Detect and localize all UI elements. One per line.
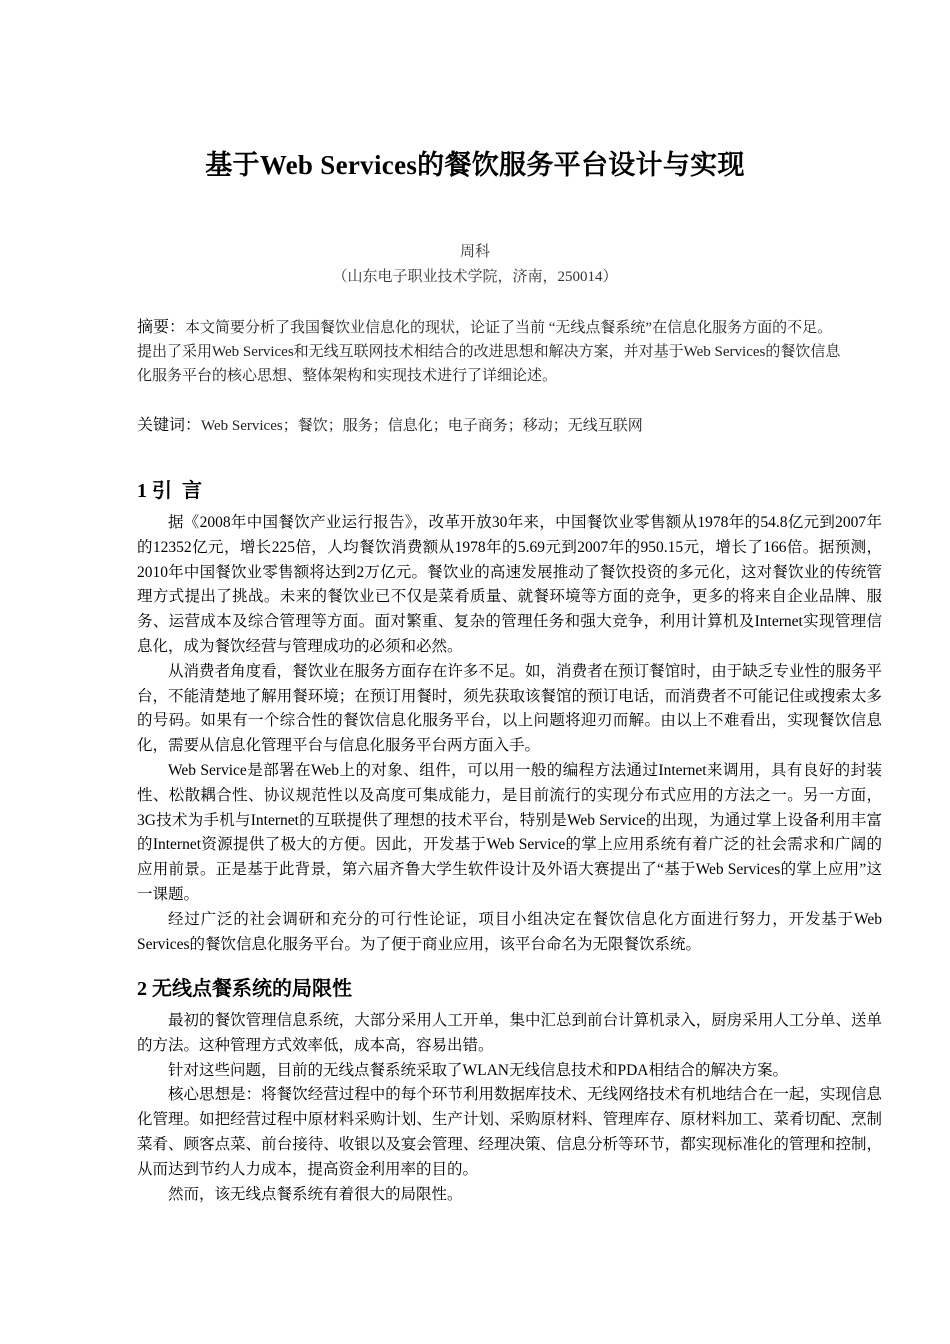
keywords-label: 关键词：	[137, 417, 202, 434]
abstract-text: 本文简要分析了我国餐饮业信息化的现状，论证了当前 “无线点餐系统”在信息化服务方面的不足。提出了采用Web Services和无线互联网技术相结合的改进思想和解决方案，并对基于Web Services的餐饮信息化服务平台的核心思想、整体架构和实现技术进行了详细论述。	[137, 320, 841, 384]
keywords	[137, 414, 847, 438]
author-affiliation: （山东电子职业技术学院，济南，250014）	[332, 269, 618, 285]
paragraph: 从消费者角度看，餐饮业在服务方面存在许多不足。如，消费者在预订餐馆时，由于缺乏专业性的服务平台，不能清楚地了解用餐环境；在预订用餐时，须先获取该餐馆的预订电话，而消费者不可能记住或搜索太多的号码。如果有一个综合性的餐饮信息化服务平台，以上问题将迎刃而解。由以上不难看出，实现餐饮信息化，需要从信息化管理平台与信息化服务平台两方面入手。	[137, 662, 882, 755]
abstract-label: 摘要：	[137, 319, 186, 336]
section-heading-limitations: 2 无线点餐系统的局限性	[137, 978, 352, 1000]
section-body-limitations	[137, 1009, 882, 1207]
section-body-introduction	[137, 511, 882, 957]
paper-title: 基于Web Services的餐饮服务平台设计与实现	[205, 150, 745, 180]
abstract	[137, 316, 847, 388]
paragraph: Web Service是部署在Web上的对象、组件，可以用一般的编程方法通过Internet来调用，具有良好的封装性、松散耦合性、协议规范性以及高度可集成能力，是目前流行的实现分布式应用的方法之一。另一方面，3G技术为手机与Internet的互联提供了理想的技术平台，特别是Web Service的出现，为通过掌上设备利用丰富的Internet资源提供了极大的方便。因此，开发基于Web Service的掌上应用系统有着广泛的社会需求和广阔的应用前景。正是基于此背景，第六届齐鲁大学生软件设计及外语大赛提出了“基于Web Services的掌上应用”这一课题。	[137, 761, 882, 903]
keywords-text: Web Services；餐饮；服务；信息化；电子商务；移动；无线互联网	[201, 418, 643, 434]
author-name: 周科	[459, 244, 490, 260]
section-heading-introduction: 1 引 言	[137, 480, 202, 502]
paragraph: 核心思想是：将餐饮经营过程中的每个环节利用数据库技术、无线网络技术有机地结合在一起，实现信息化管理。如把经营过程中原材料采购计划、生产计划、采购原材料、管理库存、原材料加工、菜肴切配、烹制菜肴、顾客点菜、前台接待、收银以及宴会管理、经理决策、信息分析等环节，都实现标准化的管理和控制，从而达到节约人力成本，提高资金利用率的目的。	[137, 1086, 882, 1178]
paragraph: 针对这些问题，目前的无线点餐系统采取了WLAN无线信息技术和PDA相结合的解决方案。	[168, 1061, 788, 1079]
paragraph: 经过广泛的社会调研和充分的可行性论证，项目小组决定在餐饮信息化方面进行努力，开发基于Web Services的餐饮信息化服务平台。为了便于商业应用，该平台命名为无限餐饮系统。	[137, 910, 882, 953]
paragraph: 最初的餐饮管理信息系统，大部分采用人工开单，集中汇总到前台计算机录入，厨房采用人工分单、送单的方法。这种管理方式效率低，成本高，容易出错。	[137, 1012, 882, 1054]
paragraph: 据《2008年中国餐饮产业运行报告》，改革开放30年来，中国餐饮业零售额从1978年的54.8亿元到2007年的12352亿元，增长225倍，人均餐饮消费额从1978年的5.69元到2007年的950.15元，增长了166倍。据预测，2010年中国餐饮业零售额将达到2万亿元。餐饮业的高速发展推动了餐饮投资的多元化，这对餐饮业的传统管理方式提出了挑战。未来的餐饮业已不仅是菜肴质量、就餐环境等方面的竞争，更多的将来自企业品牌、服务、运营成本及综合管理等方面。面对繁重、复杂的管理任务和强大竞争，利用计算机及Internet实现管理信息化，成为餐饮经营与管理成功的必须和必然。	[137, 514, 882, 655]
paragraph: 然而，该无线点餐系统有着很大的局限性。	[168, 1185, 463, 1203]
